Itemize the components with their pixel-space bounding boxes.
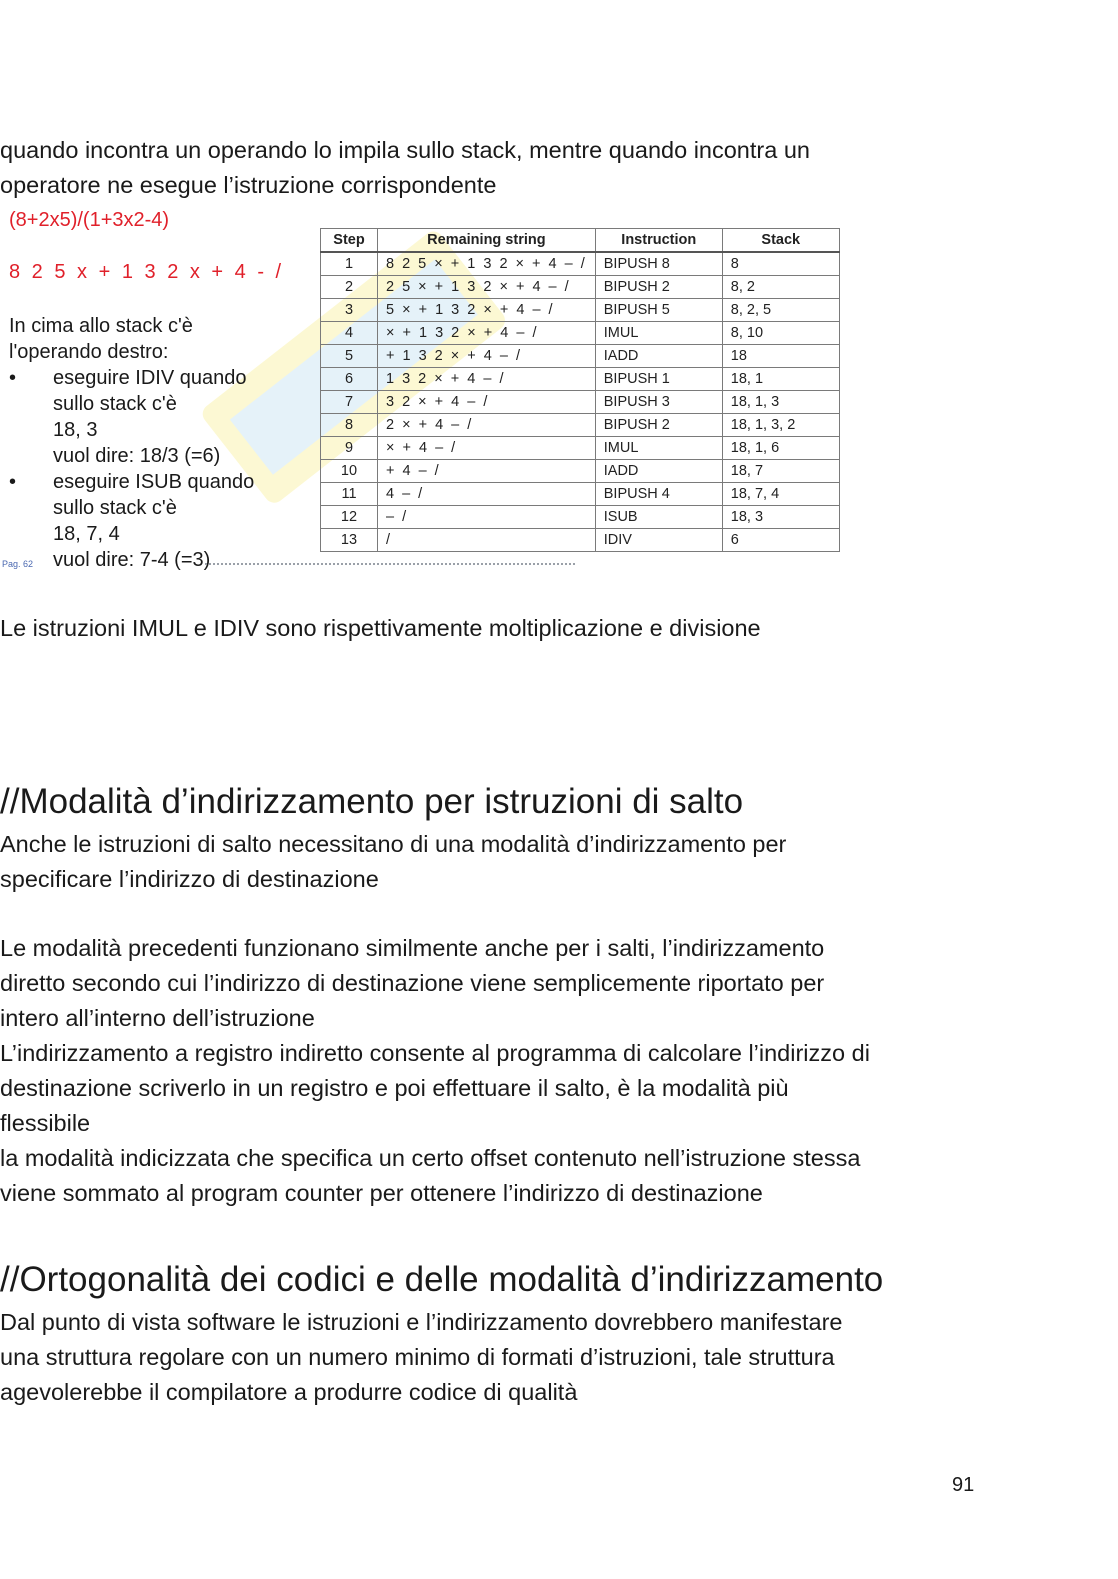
text-line: la modalità indicizzata che specifica un certo offset contenuto nell’istruzione stessa [0, 1145, 861, 1171]
instruction-cell: BIPUSH 2 [595, 414, 722, 437]
stack-cell: 8 [722, 252, 839, 276]
section-heading: //Modalità d’indirizzamento per istruzioni di salto [0, 782, 744, 821]
remaining-string-cell: 2 5 × + 1 3 2 × + 4 – / [378, 276, 596, 299]
text-line: diretto secondo cui l’indirizzo di destinazione viene semplicemente riportato per [0, 970, 825, 996]
instruction-cell: BIPUSH 2 [595, 276, 722, 299]
table-header-row [321, 229, 840, 253]
text-line: destinazione scriverlo in un registro e poi effettuare il salto, è la modalità più [0, 1075, 789, 1101]
text-line: Anche le istruzioni di salto necessitano di una modalità d’indirizzamento per [0, 831, 787, 857]
bullet-item [9, 365, 309, 469]
table-row [321, 391, 840, 414]
bullet-item [9, 469, 309, 573]
postfix-expression: 8 2 5 x + 1 3 2 x + 4 - / [9, 261, 285, 283]
instruction-cell: BIPUSH 3 [595, 391, 722, 414]
remaining-string-cell: 1 3 2 × + 4 – / [378, 368, 596, 391]
step-cell: 11 [321, 483, 378, 506]
step-cell: 10 [321, 460, 378, 483]
stack-cell: 8, 2 [722, 276, 839, 299]
bullet-icon: • [9, 367, 17, 389]
stack-cell: 18, 3 [722, 506, 839, 529]
instruction-cell: IMUL [595, 322, 722, 345]
table-row [321, 252, 840, 276]
step-cell: 7 [321, 391, 378, 414]
slide-footer-divider [205, 563, 575, 571]
remaining-string-cell: 2 × + 4 – / [378, 414, 596, 437]
text-line: intero all’interno dell’istruzione [0, 1005, 315, 1031]
note-line: In cima allo stack c'è [9, 315, 193, 337]
page-number: 91 [952, 1474, 975, 1496]
bullet-line: 18, 3 [53, 419, 98, 441]
instruction-cell: IMUL [595, 437, 722, 460]
bullet-line: sullo stack c'è [53, 497, 177, 519]
section2-paragraph-1 [0, 1305, 843, 1410]
bullet-icon: • [9, 471, 17, 493]
text-line: Le modalità precedenti funzionano similmente anche per i salti, l’indirizzamento [0, 935, 825, 961]
text-line: L’indirizzamento a registro indiretto consente al programma di calcolare l’indirizzo di [0, 1040, 870, 1066]
table-row [321, 368, 840, 391]
step-cell: 2 [321, 276, 378, 299]
remaining-string-cell: – / [378, 506, 596, 529]
bullet-line: eseguire ISUB quando [53, 471, 255, 493]
table-row [321, 506, 840, 529]
stack-cell: 8, 10 [722, 322, 839, 345]
table-body [321, 252, 840, 552]
bullet-line: 18, 7, 4 [53, 523, 120, 545]
remaining-string-cell: × + 1 3 2 × + 4 – / [378, 322, 596, 345]
remaining-string-cell: / [378, 529, 596, 552]
step-cell: 5 [321, 345, 378, 368]
stack-cell: 18, 1 [722, 368, 839, 391]
section1-paragraph-2 [0, 931, 870, 1211]
stack-cell: 18, 1, 3 [722, 391, 839, 414]
stack-example-slide [0, 205, 850, 573]
text-line: Le istruzioni IMUL e IDIV sono rispettivamente moltiplicazione e divisione [0, 615, 761, 641]
step-cell: 8 [321, 414, 378, 437]
instruction-cell: BIPUSH 8 [595, 252, 722, 276]
text-line: Dal punto di vista software le istruzioni e l’indirizzamento dovrebbero manifestare [0, 1309, 843, 1335]
remaining-string-cell: × + 4 – / [378, 437, 596, 460]
remaining-string-cell: 3 2 × + 4 – / [378, 391, 596, 414]
text-line: specificare l’indirizzo di destinazione [0, 866, 379, 892]
table-row [321, 322, 840, 345]
remaining-string-cell: 5 × + 1 3 2 × + 4 – / [378, 299, 596, 322]
instruction-cell: IADD [595, 460, 722, 483]
instruction-cell: ISUB [595, 506, 722, 529]
step-cell: 4 [321, 322, 378, 345]
bullet-line: vuol dire: 7-4 (=3) [53, 549, 211, 571]
bullet-line: sullo stack c'è [53, 393, 177, 415]
table-row [321, 529, 840, 552]
table-row [321, 437, 840, 460]
text-line: viene sommato al program counter per ottenere l’indirizzo di destinazione [0, 1180, 763, 1206]
remaining-string-cell: 4 – / [378, 483, 596, 506]
instruction-cell: BIPUSH 1 [595, 368, 722, 391]
step-cell: 12 [321, 506, 378, 529]
note-line: l'operando destro: [9, 341, 169, 363]
text-line: quando incontra un operando lo impila sullo stack, mentre quando incontra un [0, 137, 810, 163]
column-header: Stack [722, 229, 839, 253]
step-cell: 3 [321, 299, 378, 322]
slide-notes [9, 313, 309, 573]
stack-cell: 8, 2, 5 [722, 299, 839, 322]
remaining-string-cell: + 4 – / [378, 460, 596, 483]
text-line: agevolerebbe il compilatore a produrre codice di qualità [0, 1379, 578, 1405]
instruction-cell: BIPUSH 4 [595, 483, 722, 506]
text-line: operatore ne esegue l’istruzione corrispondente [0, 172, 497, 198]
stack-cell: 18, 1, 3, 2 [722, 414, 839, 437]
table-row [321, 276, 840, 299]
instructions-note [0, 611, 761, 646]
column-header: Step [321, 229, 378, 253]
table-row [321, 460, 840, 483]
step-cell: 9 [321, 437, 378, 460]
instruction-cell: BIPUSH 5 [595, 299, 722, 322]
instruction-cell: IDIV [595, 529, 722, 552]
step-cell: 13 [321, 529, 378, 552]
remaining-string-cell: + 1 3 2 × + 4 – / [378, 345, 596, 368]
stack-trace-table [320, 228, 840, 552]
table-row [321, 345, 840, 368]
table-row [321, 414, 840, 437]
section-heading: //Ortogonalità dei codici e delle modalità d’indirizzamento [0, 1260, 884, 1299]
instruction-cell: IADD [595, 345, 722, 368]
step-cell: 6 [321, 368, 378, 391]
slide-page-label: Pag. 62 [2, 559, 34, 569]
table-row [321, 299, 840, 322]
intro-paragraph [0, 133, 810, 203]
section1-paragraph-1 [0, 827, 786, 897]
text-line: una struttura regolare con un numero minimo di formati d’istruzioni, tale struttura [0, 1344, 835, 1370]
text-line: flessibile [0, 1110, 91, 1136]
infix-expression: (8+2x5)/(1+3x2-4) [9, 209, 170, 231]
stack-cell: 18, 1, 6 [722, 437, 839, 460]
stack-cell: 18, 7, 4 [722, 483, 839, 506]
stack-cell: 18, 7 [722, 460, 839, 483]
stack-cell: 18 [722, 345, 839, 368]
step-cell: 1 [321, 252, 378, 276]
bullet-line: vuol dire: 18/3 (=6) [53, 445, 221, 467]
stack-cell: 6 [722, 529, 839, 552]
column-header: Instruction [595, 229, 722, 253]
bullet-line: eseguire IDIV quando [53, 367, 247, 389]
column-header: Remaining string [378, 229, 596, 253]
table-row [321, 483, 840, 506]
remaining-string-cell: 8 2 5 × + 1 3 2 × + 4 – / [378, 252, 596, 276]
